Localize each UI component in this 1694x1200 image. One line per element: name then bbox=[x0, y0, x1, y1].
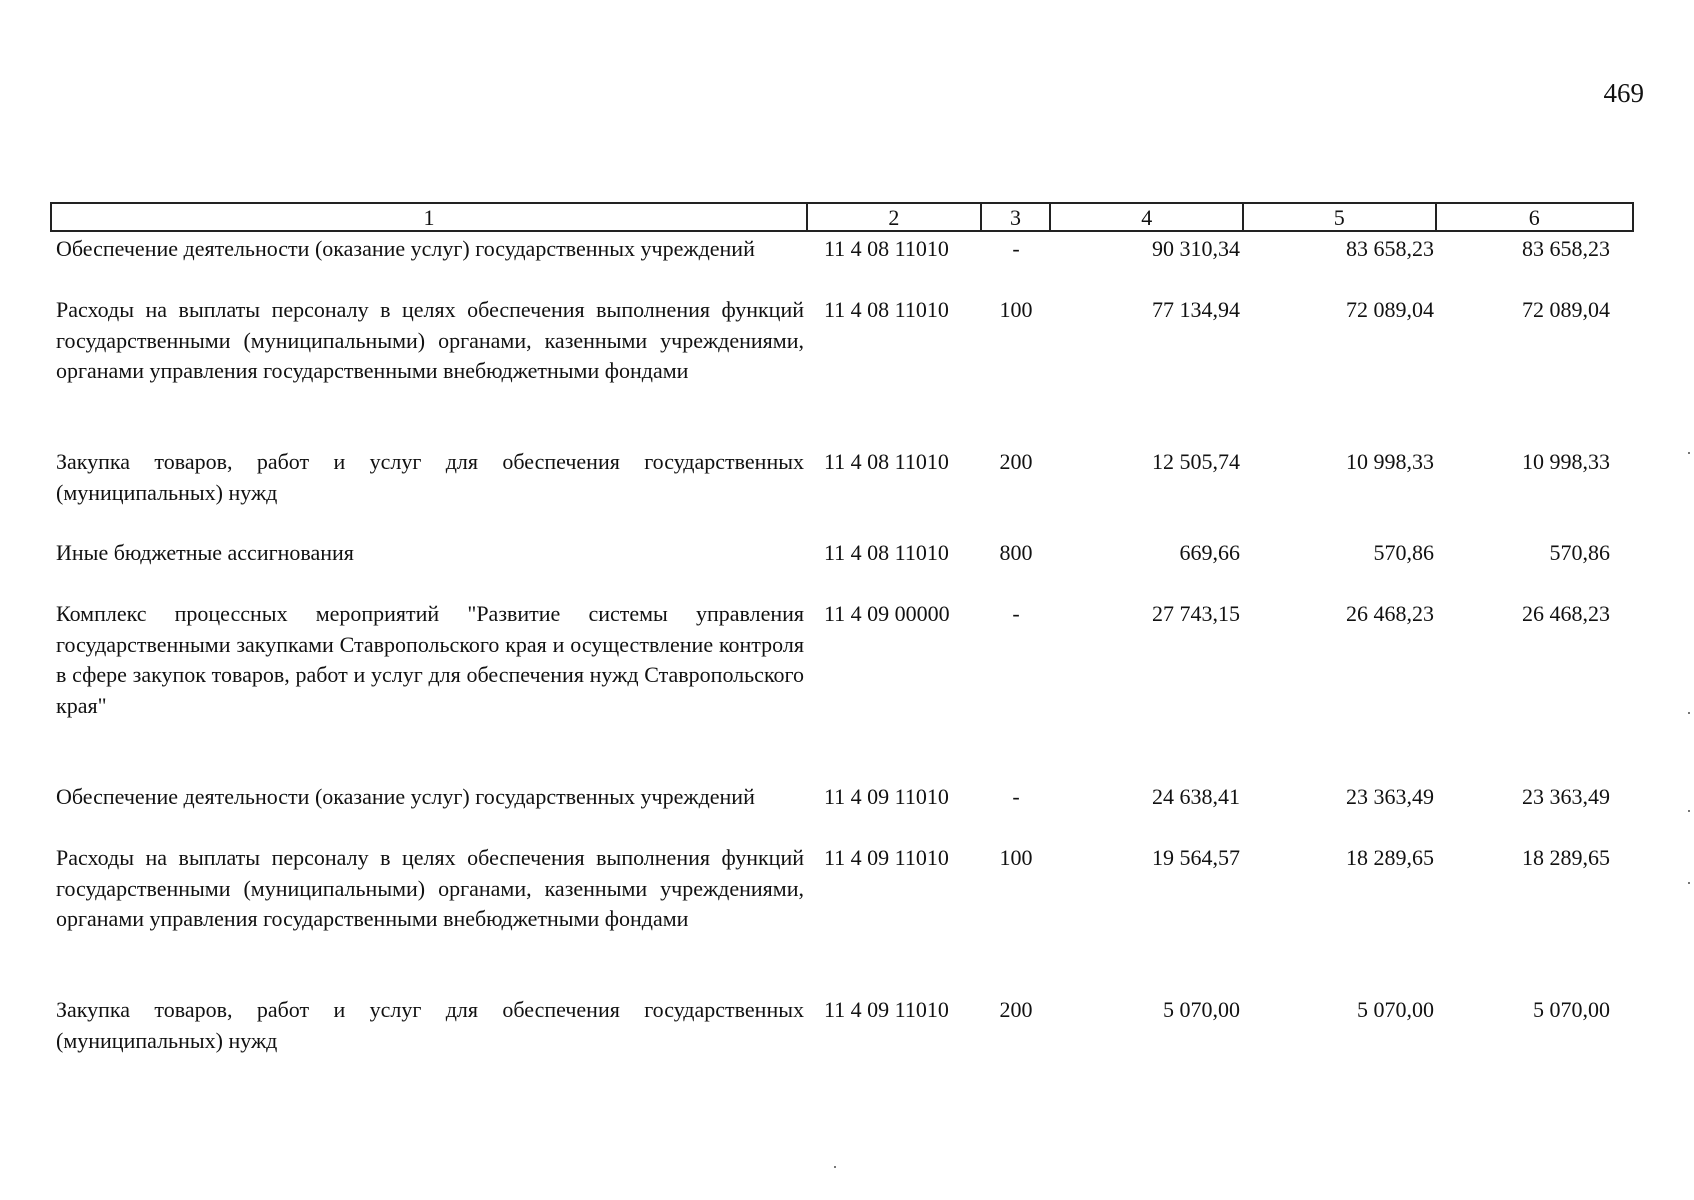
scan-speck bbox=[1688, 452, 1690, 454]
row-value-col4: 19 564,57 bbox=[1152, 845, 1240, 870]
row-value-col6: 23 363,49 bbox=[1522, 784, 1610, 809]
row-value-col5: 23 363,49 bbox=[1346, 784, 1434, 809]
row-name: Комплекс процессных мероприятий "Развитие системы управления государственными закупками Ставропольского края и осуществление контроля в сфере закупок товаров, работ и услуг для обеспечения нужд Ставропольского края" bbox=[56, 601, 804, 718]
row-code: 11 4 08 11010 bbox=[824, 236, 949, 261]
row-value-col5: 5 070,00 bbox=[1357, 997, 1434, 1022]
row-code: 11 4 09 11010 bbox=[824, 845, 949, 870]
row-value-col4: 90 310,34 bbox=[1152, 236, 1240, 261]
header-col-2: 2 bbox=[808, 204, 982, 230]
row-value-col4: 27 743,15 bbox=[1152, 601, 1240, 626]
row-value-col6: 10 998,33 bbox=[1522, 449, 1610, 474]
page-number: 469 bbox=[1603, 78, 1644, 108]
row-value-col5: 570,86 bbox=[1373, 540, 1434, 565]
scan-speck bbox=[1688, 810, 1690, 812]
row-value-col5: 26 468,23 bbox=[1346, 601, 1434, 626]
row-value-col4: 12 505,74 bbox=[1152, 449, 1240, 474]
row-expense-type: 800 bbox=[999, 540, 1033, 565]
scan-speck bbox=[1688, 882, 1690, 884]
row-value-col4: 24 638,41 bbox=[1152, 784, 1240, 809]
row-name: Обеспечение деятельности (оказание услуг) государственных учреждений bbox=[56, 784, 755, 809]
row-value-col5: 18 289,65 bbox=[1346, 845, 1434, 870]
header-col-6: 6 bbox=[1528, 205, 1540, 230]
row-value-col5: 83 658,23 bbox=[1346, 236, 1434, 261]
scan-speck bbox=[834, 1166, 836, 1168]
row-value-col6: 18 289,65 bbox=[1522, 845, 1610, 870]
row-name: Обеспечение деятельности (оказание услуг) государственных учреждений bbox=[56, 236, 755, 261]
row-value-col4: 5 070,00 bbox=[1163, 997, 1240, 1022]
row-code: 11 4 09 11010 bbox=[824, 997, 949, 1022]
row-code: 11 4 08 11010 bbox=[824, 540, 949, 565]
row-value-col4: 669,66 bbox=[1179, 540, 1240, 565]
row-expense-type: 100 bbox=[999, 297, 1033, 322]
row-value-col5: 72 089,04 bbox=[1346, 297, 1434, 322]
table-header-row bbox=[50, 202, 1634, 232]
row-value-col5: 10 998,33 bbox=[1346, 449, 1434, 474]
row-value-col6: 570,86 bbox=[1549, 540, 1610, 565]
header-col-1: 1 bbox=[52, 204, 808, 230]
row-value-col6: 83 658,23 bbox=[1522, 236, 1610, 261]
header-col-3: 3 bbox=[982, 204, 1052, 230]
row-value-col6: 72 089,04 bbox=[1522, 297, 1610, 322]
row-expense-type: - bbox=[1012, 601, 1020, 626]
row-expense-type: - bbox=[1012, 784, 1020, 809]
row-name: Иные бюджетные ассигнования bbox=[56, 540, 354, 565]
row-name: Закупка товаров, работ и услуг для обеспечения государственных (муниципальных) нужд bbox=[56, 997, 804, 1053]
header-col-5: 5 bbox=[1244, 204, 1437, 230]
row-name: Расходы на выплаты персоналу в целях обеспечения выполнения функций государственными (муниципальными) органами, казенными учреждениями, органами управления государственными внебюджетными фондами bbox=[56, 845, 804, 931]
row-value-col4: 77 134,94 bbox=[1152, 297, 1240, 322]
row-expense-type: 200 bbox=[999, 449, 1033, 474]
row-expense-type: 200 bbox=[999, 997, 1033, 1022]
row-expense-type: 100 bbox=[999, 845, 1033, 870]
header-col-4: 4 bbox=[1051, 204, 1244, 230]
row-value-col6: 26 468,23 bbox=[1522, 601, 1610, 626]
row-name: Расходы на выплаты персоналу в целях обеспечения выполнения функций государственными (муниципальными) органами, казенными учреждениями, органами управления государственными внебюджетными фондами bbox=[56, 297, 804, 383]
row-name: Закупка товаров, работ и услуг для обеспечения государственных (муниципальных) нужд bbox=[56, 449, 804, 505]
row-code: 11 4 08 11010 bbox=[824, 297, 949, 322]
scan-speck bbox=[1688, 712, 1690, 714]
row-expense-type: - bbox=[1012, 236, 1020, 261]
row-code: 11 4 09 11010 bbox=[824, 784, 949, 809]
row-value-col6: 5 070,00 bbox=[1533, 997, 1610, 1022]
row-code: 11 4 09 00000 bbox=[824, 601, 950, 626]
row-code: 11 4 08 11010 bbox=[824, 449, 949, 474]
